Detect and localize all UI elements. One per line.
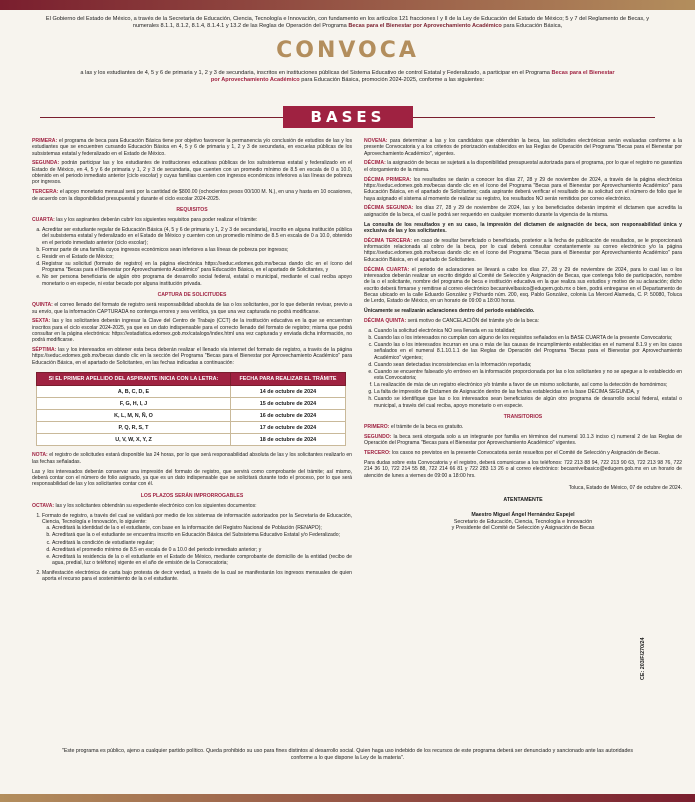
- list-item: b. Acreditará que la o el estudiante se encuentra inscrito en Educación Básica del Subsistema Educativo Estatal y/o Federalizado;: [52, 532, 352, 538]
- base-cuarta: CUARTA: las y los aspirantes deberán cubrir los siguientes requisitos para poder realizar el trámite:: [32, 217, 258, 224]
- base-decima: DÉCIMA: la asignación de becas se sujetará a la disponibilidad presupuestal autorizada para el programa, por lo que el registro no garantiza el otorgamiento de la misma.: [364, 160, 682, 173]
- list-item: d. Acreditará el promedio mínimo de 8.5 en escala de 0 a 10.0 del periodo inmediato anterior; y: [52, 547, 352, 553]
- nota: NOTA: el registro de solicitudes estará disponible las 24 horas, por lo que será responsabilidad absoluta de las y los solicitantes realizarlo en las fechas señaladas.: [32, 452, 352, 465]
- table-row: P, Q, R, S, T 17 de octubre de 2024: [37, 422, 346, 434]
- list-item: 2. Manifestación electrónica de carta bajo protesta de decir verdad, a través de la cual se manifestarán los ingresos mensuales de quien aporta el recurso para el sostenimiento de la o el estudiante.: [42, 570, 352, 583]
- bases-title: BASES: [283, 106, 413, 128]
- control-code: CE: 203/F/270/24: [640, 637, 646, 680]
- base-octava: OCTAVA: las y los solicitantes obtendrán su expediente electrónico con los siguientes documentos:: [32, 502, 257, 509]
- bottom-color-band: [0, 794, 695, 802]
- list-item: e. Acreditará la residencia de la o el estudiante en el Estado de México, mediante comprobante de domicilio de la entidad (recibo de agua, predial, luz o teléfono) vigente en el año de emisión de la Convocatoria;: [52, 554, 352, 567]
- plazos-heading: LOS PLAZOS SERÁN IMPRORROGABLES: [140, 492, 244, 499]
- list-item: a. Cuando la solicitud electrónica NO sea llenada en su totalidad;: [374, 328, 682, 334]
- signature-block: [364, 497, 682, 531]
- list-item: e. No ser persona beneficiaria de algún otro programa de desarrollo social federal, estatal o municipal, mediante el cual reciba apoyo monetario o en especie, ni estar becado por alguna institución privada.: [42, 274, 352, 287]
- base-septima: SÉPTIMA: las y los interesados en obtener esta beca deberán realizar el llenado vía internet del formato de registro, a través de la página https://seduc.edomex.gob.mx/becas dando clic en la sección del Programa "Becas para el Bienestar por Aprovechamiento Académico" para Educación Básica, en el apartado de Solicitantes, en las fechas indicadas a continuación:: [32, 347, 352, 366]
- aclaraciones-nota: Únicamente se realizarán aclaraciones dentro del periodo establecido.: [364, 307, 535, 314]
- signer-title: Secretario de Educación, Ciencia, Tecnología e Innovación: [453, 518, 593, 525]
- legal-footnote: "Este programa es público, ajeno a cualquier partido político. Queda prohibido su uso para fines distintos al desarrollo social. Quien haga uso indebido de los recursos de este programa deberá ser denunciado y sancionado ante las autoridades conforme a lo que dispone la Ley de la materia".: [61, 748, 634, 761]
- left-column: [32, 138, 352, 586]
- convoca-title: CONVOCA: [276, 38, 419, 63]
- transitorio-primero: PRIMERO: el trámite de la beca es gratuito.: [364, 424, 464, 431]
- list-item: b. Formar parte de una familia cuyos ingresos económicos sean inferiores a las líneas de pobreza por ingresos;: [42, 247, 352, 253]
- document-date: Toluca, Estado de México, 07 de octubre de 2024.: [568, 485, 682, 492]
- base-novena: NOVENA: para determinar a las y los candidatos que obtendrán la beca, las solicitudes electrónicas serán evaluadas conforme a la presente Convocatoria y a los criterios de priorización establecidos en las Reglas de Operación del Programa "Becas para el Bienestar por Aprovechamiento Académico", vigentes.: [364, 138, 682, 157]
- captura-heading: CAPTURA DE SOLICITUDES: [157, 291, 227, 298]
- base-decima-quinta: DÉCIMA QUINTA: será motivo de CANCELACIÓN del trámite y/o de la beca:: [364, 317, 539, 324]
- requisitos-list: [32, 227, 352, 287]
- base-decima-primera: DÉCIMA PRIMERA: los resultados se darán a conocer los días 27, 28 y 29 de noviembre de 2024, a través de la página electrónica https://seduc.edomex.gob.mx/becas dando clic en el ícono del Programa "Becas para el Bienestar por Aprovechamiento Académico" para Educación Básica, en el apartado de Solicitantes; cada aspirante deberá verificar el resultado de su solicitud con el número de folio que le haya asignado el sistema al momento de realizar su registro, los resultados NO serán remitidos por correo electrónico.: [364, 176, 682, 202]
- list-item: 1. Formato de registro, a través del cual se validará por medio de los sistemas de información autorizados por la Secretaría de Educación, Ciencia, Tecnología e Innovación, lo siguiente: a. Acreditará la identidad de la o el estudiante, con base en la información del Registro Nacional de Población (RENAPO); b. Acreditará que la o el estudiante se encuentra inscrito en Educación Básica del Subsistema Educativo Estatal y/o Federalizado; c. Acreditará la condición de estudiante regular; d. Acreditará el promedio mínimo de 8.5 en escala de 0 a 10.0 del periodo inmediato anterior; y e. Acreditará la residencia de la o el estudiante en el Estado de México, mediante comprobante de domicilio de la entidad (recibo de agua, predial, luz o teléfono) vigente en el año de emisión de la Convocatoria;: [42, 513, 352, 567]
- table-header: SI EL PRIMER APELLIDO DEL ASPIRANTE INICIA CON LA LETRA:: [37, 373, 231, 386]
- base-primera: PRIMERA: el programa de beca para Educación Básica tiene por objetivo favorecer la permanencia y/o conclusión de estudios de las y los estudiantes que se encuentren cursando Educación Básica en 4, 5 y 6 de primaria y 1, 2 y 3 de secundaria, en escuelas públicas de los subsistemas estatal y federalizado en el Estado de México.: [32, 138, 352, 157]
- right-column: [364, 138, 682, 532]
- atentamente-label: ATENTAMENTE: [503, 497, 543, 504]
- table-header: FECHA PARA REALIZAR EL TRÁMITE: [230, 373, 345, 386]
- base-quinta: QUINTA: el correo llenado del formato de registro será responsabilidad absoluta de las o los solicitantes, por lo que deberán revisar, previo a su envío, que la información CAPTURADA no contenga errores y sea verídica, ya que una vez capturada no podrá modificarse.: [32, 302, 352, 315]
- validaciones-list: [42, 525, 352, 566]
- transitorios-heading: TRANSITORIOS: [503, 413, 543, 420]
- list-item: d. Cuando sean detectadas inconsistencias en la información reportada;: [374, 362, 682, 368]
- nota-comprobante: Las y los interesados deberán conservar una impresión del formato de registro, que servirá como comprobante del trámite; así mismo, deberá contar con el número de folio asignado, ya que es un dato indispensable que se solicitará durante todo el proceso, por lo que será responsabilidad de las y los solicitantes contar con él.: [32, 468, 352, 488]
- base-decima-segunda: DÉCIMA SEGUNDA: los días 27, 28 y 29 de noviembre de 2024, las y los beneficiados deberán imprimir el dictamen que acredita la asignación de la beca, el cual le podrá ser requerido en cualquier momento durante la vigencia de la misma.: [364, 205, 682, 218]
- base-decima-tercera: DÉCIMA TERCERA: en caso de resultar beneficiado o beneficiada, posterior a la fecha de publicación de resultados, se le proporcionará información relacionada al cobro de la beca, por lo cual deberá consultar constantemente su correo electrónico y/o la página https://seduc.edomex.gob.mx/becas dando clic en el ícono del Programa "Becas para el Bienestar por Aprovechamiento Académico" para Educación Básica, en el apartado de Solicitantes.: [364, 237, 683, 263]
- list-item: h. Cuando se identifique que las o los interesados sean beneficiarios de algún otro programa de desarrollo social federal, estatal o municipal, a través del cual reciba, apoyo monetario o en especie.: [374, 396, 682, 409]
- list-item: a. Acreditar ser estudiante regular de Educación Básica (4, 5 y 6 de primaria y 1, 2 y 3 de secundaria), inscrito en alguna institución pública del subsistema estatal y federalizado en el Estado de México y cuenten con un promedio mínimo de 8.5 en escala de 0 a 10.0, obtenido en el periodo inmediato anterior (ciclo escolar);: [42, 227, 352, 246]
- transitorio-segundo: SEGUNDO: la beca será otorgada solo a un integrante por familia en términos del numeral 10.1.3 inciso c) numeral 2 de las Reglas de Operación del Programa "Becas para el Bienestar por Aprovechamiento Académico" vigentes.: [364, 434, 682, 447]
- signer-name: Maestro Miguel Ángel Hernández Espejel: [471, 511, 575, 518]
- top-color-band: [0, 0, 695, 10]
- list-item: e. Cuando se encuentre falseado y/o erróneo en la información proporcionada por las o los solicitantes y no se apegue a lo establecido en esta Convocatoria;: [374, 369, 682, 382]
- base-sexta: SEXTA: las y los solicitantes deberán ingresar la Clave del Centro de Trabajo (CCT) de la institución educativa en la que se encuentran inscritos para el ciclo escolar 2024-2025, ya que es un dato indispensable para el correcto llenado del formato de registro; misma que podrá consultar en la página electrónica: https://estadistica.edomex.gob.mx/catalogo/index.html una vez capturada y enviada dicha información, no podrá modificarse.: [32, 318, 352, 344]
- list-item: d. Registrar su solicitud (formato de registro) en la página electrónica https://seduc.edomex.gob.mx/becas dando clic en el ícono del Programa "Becas para el Bienestar por Aprovechamiento Académico" para Educación Básica, en el apartado de Solicitantes, y: [42, 261, 352, 274]
- base-segunda: SEGUNDA: podrán participar las y los estudiantes de instituciones educativas públicas de los subsistemas estatal y federalizado en el Estado de México, en 4, 5 y 6 de primaria y 1, 2 y 3 de secundaria, que cuenten con un promedio mínimo de 8.5 en escala de 0 a 10.0, obtenido en el periodo inmediato anterior (ciclo escolar) y cuyas familias cuenten con ingresos económicos inferiores a las líneas de pobreza por ingresos.: [32, 160, 352, 186]
- convoca-paragraph: a las y los estudiantes de 4, 5 y 6 de primaria y 1, 2 y 3 de secundaria, inscritos en instituciones públicas del Sistema Educativo de control Estatal y Federalizado, a participar en el Programa Becas para el Bienestar por Aprovechamiento Académico para Educación Básica, promoción 2024-2025, conforme a las siguientes:: [80, 70, 615, 84]
- contact-info: Para dudas sobre esta Convocatoria y el registro, deberá comunicarse a los teléfonos: 722 213 88 94, 722 213 90 63, 722 213 98 76, 722 214 36 10, 722 214 55 88, 722 214 66 81 y 722 283 13 26 o al correo electrónico: becasnivelbasico@edugem.gob.mx en un horario de atención de lunes a viernes de 09:00 a 18:00 hrs.: [364, 460, 682, 479]
- table-row: U, V, W, X, Y, Z 18 de octubre de 2024: [37, 434, 346, 446]
- base-decima-cuarta: DÉCIMA CUARTA: el periodo de aclaraciones se llevará a cabo los días 27, 28 y 29 de noviembre de 2024, para lo cual las o los interesados deberán realizar un escrito dirigido al Comité de Selección y Asignación de Becas, que contenga folio de participación, nombre de la o el solicitante, nombre del programa de beca e institución educativa en la que realiza sus estudios y motivo de su aclaración; dicho escrito deberá firmarse y remitirse al correo electrónico becasnivelbasico@edugem.gob.mx o bien, podrá entregarse en el Departamento de Becas ubicado en la calle Eduardo González y Pichardo núm. 200, esq. Pablo González, colonia La Merced Alameda, C. P. 50080, Toluca de Lerdo, Estado de México, en un horario de 09:00 a 18:00 horas.: [364, 266, 682, 305]
- list-item: c. Acreditará la condición de estudiante regular;: [52, 540, 352, 546]
- cancelacion-list: [364, 328, 682, 409]
- resultados-nota: La consulta de los resultados y en su caso, la impresión del dictamen de asignación de beca, son responsabilidad única y exclusiva de las y los solicitantes.: [364, 221, 682, 234]
- table-row: A, B, C, D, E 14 de octubre de 2024: [37, 386, 346, 398]
- signer-title: y Presidente del Comité de Selección y Asignación de Becas: [451, 525, 595, 532]
- list-item: b. Cuando las o los interesados no cumplan con alguno de los requisitos señalados en la BASE CUARTA de la presente Convocatoria;: [374, 335, 682, 341]
- calendar-table: [36, 372, 346, 446]
- transitorio-tercero: TERCERO: los casos no previstos en la presente Convocatoria serán resueltos por el Comité de Selección y Asignación de Becas.: [364, 450, 660, 457]
- table-row: K, L, M, N, Ñ, O 16 de octubre de 2024: [37, 410, 346, 422]
- table-row: F, G, H, I, J 15 de octubre de 2024: [37, 398, 346, 410]
- list-item: a. Acreditará la identidad de la o el estudiante, con base en la información del Registro Nacional de Población (RENAPO);: [52, 525, 352, 531]
- list-item: c. Cuando las o los interesados incurran en una o más de las causas de incumplimiento establecidas en el numeral 8.1.9 y en los casos señalados en el numeral 8.1.10.1.1 de las Reglas de Operación del Programa "Becas para el Bienestar por Aprovechamiento Académico" vigentes;: [374, 342, 682, 361]
- list-item: f. La realización de más de un registro electrónico y/o trámite a favor de un mismo solicitante, así como la detección de homónimos;: [374, 382, 682, 388]
- intro-paragraph: El Gobierno del Estado de México, a través de la Secretaría de Educación, Ciencia, Tecnología e Innovación, con fundamento en los artículos 121 fracciones I y II de la Ley de Educación del Estado de México; 5 y 7 del Reglamento de Becas, y numerales 8.1.1, 8.1.2, 8.1.4, 8.1.4.1 y 13.2 de las Reglas de Operación del Programa Becas para el Bienestar por Aprovechamiento Académico para Educación Básica,: [45, 16, 650, 30]
- documentos-list: [32, 513, 352, 583]
- base-tercera: TERCERA: el apoyo monetario mensual será por la cantidad de $800.00 (ochocientos pesos 00/100 M. N.), en una y hasta en 10 ocasiones, de acuerdo con la disponibilidad presupuestal y durante el ciclo escolar 2024-2025.: [32, 189, 352, 202]
- requisitos-heading: REQUISITOS: [176, 206, 208, 213]
- list-item: g. La falta de impresión de Dictamen de Asignación dentro de las fechas establecidas en la base DÉCIMA SEGUNDA, y: [374, 389, 682, 395]
- list-item: c. Residir en el Estado de México;: [42, 254, 352, 260]
